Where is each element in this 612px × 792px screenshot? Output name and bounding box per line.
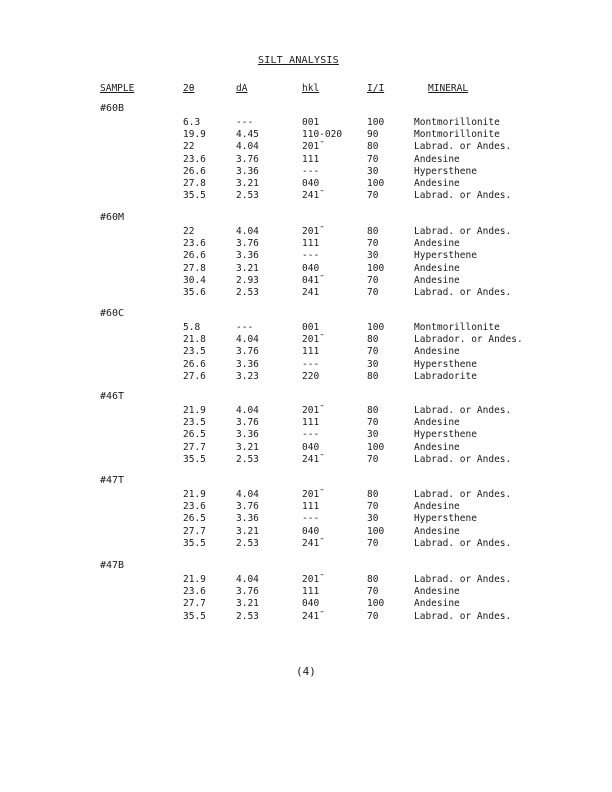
two-theta-cell: 30.4: [183, 274, 206, 286]
mineral-cell: Hypersthene: [414, 165, 477, 177]
two-theta-cell: 35.5: [183, 537, 206, 549]
mineral-cell: Hypersthene: [414, 250, 477, 262]
two-theta-cell: 27.8: [183, 262, 206, 274]
hkl-cell: 111: [302, 417, 320, 429]
da-cell: 3.76: [236, 238, 259, 250]
mineral-cell: Andesine: [414, 346, 460, 358]
hkl-cell: 220: [302, 370, 320, 382]
hkl-cell: 111: [302, 501, 320, 513]
da-cell: 3.21: [236, 178, 259, 189]
intensity-cell: 80: [367, 226, 379, 237]
two-theta-cell: 23.6: [183, 238, 206, 250]
hkl-cell: 201̄: [302, 405, 320, 416]
intensity-cell: 70: [367, 586, 379, 598]
da-cell: 4.04: [236, 405, 259, 416]
da-cell: 3.76: [236, 153, 259, 165]
hkl-cell: 001: [302, 322, 320, 333]
intensity-cell: 100: [367, 525, 385, 537]
two-theta-cell: 21.9: [183, 405, 206, 416]
two-theta-cell: 23.5: [183, 346, 206, 358]
mineral-cell: Labrad. or Andes.: [414, 537, 512, 549]
intensity-cell: 70: [367, 287, 379, 298]
hkl-cell: 111: [302, 153, 320, 165]
intensity-cell: 70: [367, 453, 379, 465]
two-theta-cell: 19.9: [183, 129, 206, 141]
two-theta-cell: 26.6: [183, 358, 206, 370]
mineral-cell: Andesine: [414, 178, 460, 189]
hkl-cell: 201̄: [302, 489, 320, 500]
da-cell: 4.45: [236, 129, 259, 141]
mineral-cell: Andesine: [414, 441, 460, 453]
hkl-cell: 241: [302, 287, 320, 298]
da-cell: 3.36: [236, 165, 259, 177]
intensity-cell: 30: [367, 358, 379, 370]
hkl-cell: 040: [302, 598, 320, 610]
two-theta-cell: 26.6: [183, 165, 206, 177]
two-theta-cell: 23.5: [183, 417, 206, 429]
da-cell: 3.36: [236, 513, 259, 525]
hkl-cell: 040: [302, 178, 320, 189]
hkl-cell: 111: [302, 238, 320, 250]
da-cell: 3.76: [236, 501, 259, 513]
hkl-cell: 111: [302, 586, 320, 598]
da-cell: 2.53: [236, 453, 259, 465]
mineral-cell: Andesine: [414, 262, 460, 274]
da-cell: 2.53: [236, 287, 259, 298]
mineral-cell: Labrad. or Andes.: [414, 453, 512, 465]
intensity-cell: 70: [367, 190, 379, 202]
header-hkl: hkl: [302, 83, 320, 94]
two-theta-cell: 5.8: [183, 322, 201, 333]
sample-id-label: #60M: [100, 212, 125, 223]
two-theta-cell: 23.6: [183, 153, 206, 165]
intensity-cell: 90: [367, 129, 379, 141]
hkl-cell: 040: [302, 525, 320, 537]
intensity-cell: 100: [367, 117, 385, 128]
intensity-cell: 100: [367, 178, 385, 189]
da-cell: 3.36: [236, 429, 259, 441]
two-theta-cell: 22: [183, 141, 195, 153]
mineral-cell: Montmorillonite: [414, 117, 500, 128]
hkl-cell: 201̄: [302, 141, 320, 153]
intensity-cell: 30: [367, 513, 379, 525]
intensity-cell: 100: [367, 598, 385, 610]
mineral-cell: Labrad. or Andes.: [414, 190, 512, 202]
da-cell: 3.76: [236, 417, 259, 429]
da-cell: 2.93: [236, 274, 259, 286]
header-intensity: I/I: [367, 83, 385, 94]
intensity-cell: 80: [367, 489, 379, 500]
intensity-cell: 80: [367, 141, 379, 153]
mineral-cell: Andesine: [414, 153, 460, 165]
mineral-cell: Hypersthene: [414, 513, 477, 525]
mineral-cell: Hypersthene: [414, 358, 477, 370]
mineral-cell: Labrad. or Andes.: [414, 489, 512, 500]
two-theta-cell: 27.7: [183, 441, 206, 453]
mineral-cell: Andesine: [414, 525, 460, 537]
intensity-cell: 30: [367, 165, 379, 177]
hkl-cell: ---: [302, 250, 320, 262]
header-mineral: MINERAL: [428, 83, 469, 94]
hkl-cell: 201̄: [302, 574, 320, 585]
mineral-cell: Labrad. or Andes.: [414, 574, 512, 585]
two-theta-cell: 21.8: [183, 334, 206, 346]
intensity-cell: 30: [367, 429, 379, 441]
intensity-cell: 100: [367, 262, 385, 274]
header-da: dA: [236, 83, 248, 94]
da-cell: ---: [236, 322, 254, 333]
da-cell: 2.53: [236, 610, 259, 622]
two-theta-cell: 27.7: [183, 598, 206, 610]
intensity-cell: 70: [367, 153, 379, 165]
hkl-cell: 201̄: [302, 226, 320, 237]
header-sample: SAMPLE: [100, 83, 135, 94]
two-theta-cell: 35.5: [183, 610, 206, 622]
da-cell: 3.21: [236, 441, 259, 453]
hkl-cell: 241̄: [302, 190, 320, 202]
mineral-cell: Labrad. or Andes.: [414, 610, 512, 622]
da-cell: ---: [236, 117, 254, 128]
da-cell: 3.21: [236, 525, 259, 537]
hkl-cell: 241̄: [302, 610, 320, 622]
mineral-cell: Montmorillonite: [414, 322, 500, 333]
hkl-cell: 241̄: [302, 537, 320, 549]
mineral-cell: Montmorillonite: [414, 129, 500, 141]
da-cell: 4.04: [236, 141, 259, 153]
hkl-cell: 040: [302, 441, 320, 453]
hkl-cell: 111: [302, 346, 320, 358]
da-cell: 3.76: [236, 346, 259, 358]
hkl-cell: ---: [302, 513, 320, 525]
two-theta-cell: 27.8: [183, 178, 206, 189]
hkl-cell: 241̄: [302, 453, 320, 465]
two-theta-cell: 26.5: [183, 429, 206, 441]
two-theta-cell: 35.5: [183, 190, 206, 202]
da-cell: 4.04: [236, 226, 259, 237]
mineral-cell: Labrad. or Andes.: [414, 405, 512, 416]
intensity-cell: 100: [367, 322, 385, 333]
intensity-cell: 70: [367, 238, 379, 250]
two-theta-cell: 26.5: [183, 513, 206, 525]
mineral-cell: Andesine: [414, 586, 460, 598]
sample-id-label: #47B: [100, 560, 125, 571]
two-theta-cell: 22: [183, 226, 195, 237]
intensity-cell: 70: [367, 501, 379, 513]
intensity-cell: 80: [367, 405, 379, 416]
mineral-cell: Andesine: [414, 598, 460, 610]
mineral-cell: Labrad. or Andes.: [414, 226, 512, 237]
da-cell: 3.76: [236, 586, 259, 598]
two-theta-cell: 6.3: [183, 117, 201, 128]
intensity-cell: 100: [367, 441, 385, 453]
mineral-cell: Andesine: [414, 417, 460, 429]
two-theta-cell: 21.9: [183, 489, 206, 500]
sample-id-label: #60C: [100, 308, 125, 319]
mineral-cell: Labradorite: [414, 370, 477, 382]
intensity-cell: 70: [367, 537, 379, 549]
mineral-cell: Andesine: [414, 501, 460, 513]
mineral-cell: Labrad. or Andes.: [414, 287, 512, 298]
da-cell: 2.53: [236, 190, 259, 202]
hkl-cell: 001: [302, 117, 320, 128]
mineral-cell: Andesine: [414, 238, 460, 250]
hkl-cell: 201̄: [302, 334, 320, 346]
mineral-cell: Labrad. or Andes.: [414, 141, 512, 153]
hkl-cell: ---: [302, 358, 320, 370]
da-cell: 4.04: [236, 334, 259, 346]
header-two-theta: 2θ: [183, 83, 195, 94]
two-theta-cell: 35.5: [183, 453, 206, 465]
intensity-cell: 80: [367, 370, 379, 382]
mineral-cell: Hypersthene: [414, 429, 477, 441]
two-theta-cell: 35.6: [183, 287, 206, 298]
intensity-cell: 70: [367, 417, 379, 429]
intensity-cell: 30: [367, 250, 379, 262]
two-theta-cell: 27.6: [183, 370, 206, 382]
sample-id-label: #46T: [100, 391, 125, 402]
intensity-cell: 80: [367, 574, 379, 585]
da-cell: 4.04: [236, 574, 259, 585]
da-cell: 2.53: [236, 537, 259, 549]
intensity-cell: 70: [367, 346, 379, 358]
two-theta-cell: 27.7: [183, 525, 206, 537]
da-cell: 4.04: [236, 489, 259, 500]
two-theta-cell: 23.6: [183, 501, 206, 513]
mineral-cell: Andesine: [414, 274, 460, 286]
da-cell: 3.21: [236, 262, 259, 274]
page-title: SILT ANALYSIS: [258, 55, 339, 66]
da-cell: 3.21: [236, 598, 259, 610]
page-number: (4): [296, 665, 316, 678]
hkl-cell: 041̄: [302, 274, 320, 286]
two-theta-cell: 21.9: [183, 574, 206, 585]
sample-id-label: #47T: [100, 475, 125, 486]
intensity-cell: 80: [367, 334, 379, 346]
hkl-cell: 110-020: [302, 129, 343, 141]
sample-id-label: #60B: [100, 103, 125, 114]
intensity-cell: 70: [367, 610, 379, 622]
da-cell: 3.36: [236, 250, 259, 262]
intensity-cell: 70: [367, 274, 379, 286]
hkl-cell: ---: [302, 429, 320, 441]
two-theta-cell: 23.6: [183, 586, 206, 598]
two-theta-cell: 26.6: [183, 250, 206, 262]
da-cell: 3.23: [236, 370, 259, 382]
hkl-cell: ---: [302, 165, 320, 177]
hkl-cell: 040: [302, 262, 320, 274]
mineral-cell: Labrador. or Andes.: [414, 334, 523, 346]
da-cell: 3.36: [236, 358, 259, 370]
